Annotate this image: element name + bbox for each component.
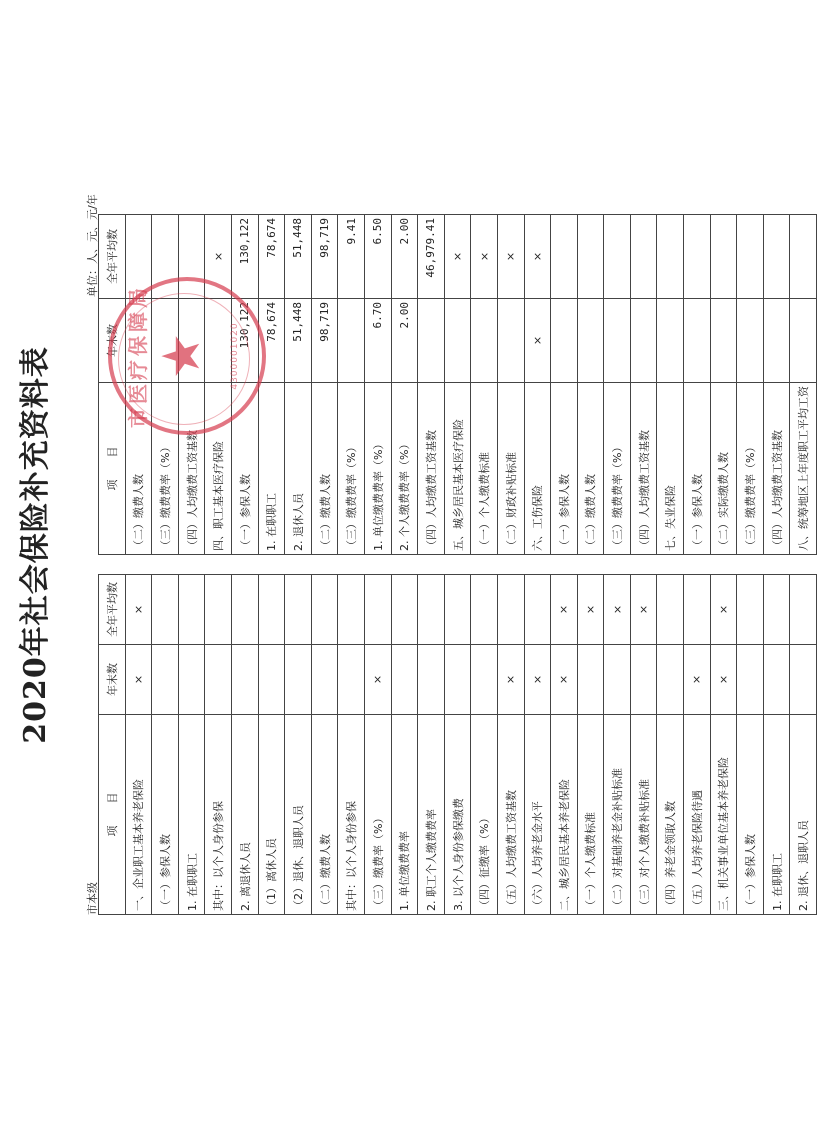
unit-label: 单位：人、元、元/年 — [86, 194, 99, 297]
row-year-end — [790, 645, 817, 715]
row-year-end — [710, 299, 737, 383]
row-item: （二）缴费人数 — [577, 383, 604, 555]
row-item: 2. 退休人员 — [285, 383, 312, 555]
row-year-end — [737, 299, 764, 383]
row-annual-avg: × — [551, 575, 578, 645]
row-year-end — [630, 645, 657, 715]
row-annual-avg — [577, 215, 604, 299]
row-annual-avg: × — [471, 215, 498, 299]
row-annual-avg: 6.50 — [364, 215, 391, 299]
row-year-end: × — [125, 645, 152, 715]
table-row — [391, 575, 418, 915]
row-annual-avg — [790, 575, 817, 645]
row-annual-avg — [737, 215, 764, 299]
row-year-end — [737, 645, 764, 715]
row-year-end — [684, 299, 711, 383]
row-year-end — [444, 645, 471, 715]
row-year-end — [391, 645, 418, 715]
table-row — [763, 215, 790, 555]
table-row — [604, 575, 631, 915]
row-annual-avg: 46,979.41 — [418, 215, 445, 299]
row-annual-avg: 2.00 — [391, 215, 418, 299]
row-year-end: 98,719 — [311, 299, 338, 383]
table-row — [338, 575, 365, 915]
row-year-end: × — [364, 645, 391, 715]
row-annual-avg — [497, 575, 524, 645]
table-row — [471, 215, 498, 555]
table-row — [444, 215, 471, 555]
row-item: （三）缴费费率（%） — [338, 383, 365, 555]
row-item: （四）人均缴费工资基数 — [178, 383, 205, 555]
row-item: 1. 在职职工 — [178, 715, 205, 915]
table-row — [311, 215, 338, 555]
row-year-end — [471, 645, 498, 715]
row-annual-avg: 130,122 — [231, 215, 258, 299]
row-annual-avg — [551, 215, 578, 299]
row-annual-avg — [311, 575, 338, 645]
row-year-end — [258, 645, 285, 715]
row-year-end: 51,448 — [285, 299, 312, 383]
row-item: （二）实际缴费人数 — [710, 383, 737, 555]
row-year-end — [763, 299, 790, 383]
row-year-end: × — [684, 645, 711, 715]
table-row — [125, 575, 152, 915]
table-row — [551, 575, 578, 915]
row-item: 2. 个人缴费费率（%） — [391, 383, 418, 555]
row-item: （一）参保人数 — [684, 383, 711, 555]
table-row — [258, 215, 285, 555]
row-item: （一）个人缴费标准 — [577, 715, 604, 915]
row-item: （四）人均缴费工资基数 — [418, 383, 445, 555]
row-item: 七、失业保险 — [657, 383, 684, 555]
row-item: 2. 离退休人员 — [231, 715, 258, 915]
row-item: （二）缴费人数 — [311, 383, 338, 555]
row-annual-avg — [657, 215, 684, 299]
left-table — [98, 574, 817, 915]
row-year-end: 78,674 — [258, 299, 285, 383]
table-row — [737, 215, 764, 555]
row-item: （三）缴费率（%） — [364, 715, 391, 915]
row-item: （二）缴费人数 — [311, 715, 338, 915]
table-row — [710, 215, 737, 555]
row-item: （2）退休、退职人员 — [285, 715, 312, 915]
row-item: 六、工伤保险 — [524, 383, 551, 555]
row-item: 3. 以个人身份参保缴费 — [444, 715, 471, 915]
table-row — [630, 575, 657, 915]
table-row — [418, 575, 445, 915]
row-year-end — [790, 299, 817, 383]
row-annual-avg: 51,448 — [285, 215, 312, 299]
row-item: （一）参保人数 — [231, 383, 258, 555]
row-year-end: 6.70 — [364, 299, 391, 383]
row-item: （四）征缴率（%） — [471, 715, 498, 915]
row-year-end: × — [497, 645, 524, 715]
row-item: 四、职工基本医疗保险 — [205, 383, 232, 555]
table-row — [205, 575, 232, 915]
table-row — [285, 215, 312, 555]
row-item: 五、城乡居民基本医疗保险 — [444, 383, 471, 555]
table-row — [657, 215, 684, 555]
row-annual-avg — [205, 575, 232, 645]
row-annual-avg: × — [125, 575, 152, 645]
row-annual-avg — [444, 575, 471, 645]
table-row — [364, 575, 391, 915]
row-annual-avg — [231, 575, 258, 645]
row-item: 一、企业职工基本养老保险 — [125, 715, 152, 915]
table-row — [684, 215, 711, 555]
table-row — [178, 575, 205, 915]
row-annual-avg — [471, 575, 498, 645]
row-annual-avg: × — [604, 575, 631, 645]
row-year-end — [630, 299, 657, 383]
row-year-end — [178, 645, 205, 715]
row-annual-avg — [178, 575, 205, 645]
table-row — [152, 575, 179, 915]
row-annual-avg — [737, 575, 764, 645]
row-item: （1）离休人员 — [258, 715, 285, 915]
row-year-end — [497, 299, 524, 383]
row-item: （三）缴费费率（%） — [737, 383, 764, 555]
row-annual-avg — [630, 215, 657, 299]
table-row — [577, 575, 604, 915]
row-year-end — [604, 299, 631, 383]
row-annual-avg — [604, 215, 631, 299]
row-item: （五）人均缴费工资基数 — [497, 715, 524, 915]
row-item: 二、城乡居民基本养老保险 — [551, 715, 578, 915]
row-annual-avg: × — [497, 215, 524, 299]
row-annual-avg: × — [710, 575, 737, 645]
row-year-end — [577, 299, 604, 383]
row-annual-avg — [285, 575, 312, 645]
row-annual-avg — [338, 575, 365, 645]
row-annual-avg — [524, 575, 551, 645]
table-row — [604, 215, 631, 555]
star-icon: ★ — [152, 332, 212, 380]
table-row — [577, 215, 604, 555]
row-year-end — [551, 299, 578, 383]
row-annual-avg — [684, 575, 711, 645]
row-annual-avg — [152, 575, 179, 645]
row-annual-avg: × — [444, 215, 471, 299]
row-year-end: × — [710, 645, 737, 715]
header-item: 项 目 — [99, 715, 126, 915]
row-year-end — [444, 299, 471, 383]
table-row — [364, 215, 391, 555]
row-item: （二）对基础养老金补贴标准 — [604, 715, 631, 915]
row-item: 其中：以个人身份参保 — [338, 715, 365, 915]
table-row — [630, 215, 657, 555]
row-item: 八、统筹地区上年度职工平均工资 — [790, 383, 817, 555]
table-row — [471, 575, 498, 915]
row-year-end — [577, 645, 604, 715]
row-annual-avg — [391, 575, 418, 645]
table-row — [551, 215, 578, 555]
table-row — [524, 575, 551, 915]
table-row — [497, 215, 524, 555]
row-item: 其中：以个人身份参保 — [205, 715, 232, 915]
table-row — [311, 575, 338, 915]
row-item: （一）个人缴费标准 — [471, 383, 498, 555]
row-year-end: × — [524, 645, 551, 715]
row-year-end — [285, 645, 312, 715]
row-item: （一）参保人数 — [152, 715, 179, 915]
official-stamp — [108, 277, 266, 435]
filler-unit: 市本级 — [86, 882, 99, 915]
row-year-end — [311, 645, 338, 715]
row-annual-avg: × — [524, 215, 551, 299]
row-year-end — [763, 645, 790, 715]
table-row — [790, 215, 817, 555]
header-year-end: 年末数 — [99, 645, 126, 715]
row-year-end — [231, 645, 258, 715]
row-annual-avg — [657, 575, 684, 645]
header-annual-avg: 全年平均数 — [99, 215, 126, 299]
row-annual-avg — [418, 575, 445, 645]
table-row — [338, 215, 365, 555]
row-year-end — [152, 645, 179, 715]
row-item: 2. 职工个人缴费费率 — [418, 715, 445, 915]
row-item: （五）人均养老保险待遇 — [684, 715, 711, 915]
left-header-row — [99, 575, 126, 915]
row-item: （三）缴费费率（%） — [152, 383, 179, 555]
table-row — [763, 575, 790, 915]
row-annual-avg — [763, 215, 790, 299]
left-table-body — [125, 575, 816, 915]
table-row — [790, 575, 817, 915]
row-item: （三）缴费费率（%） — [604, 383, 631, 555]
row-annual-avg — [710, 215, 737, 299]
row-year-end: 2.00 — [391, 299, 418, 383]
row-item: 1. 在职职工 — [763, 715, 790, 915]
row-year-end — [205, 645, 232, 715]
table-row — [391, 215, 418, 555]
row-year-end — [471, 299, 498, 383]
row-year-end — [418, 299, 445, 383]
row-year-end — [657, 645, 684, 715]
row-annual-avg: 98,719 — [311, 215, 338, 299]
row-item: 2. 退休、退职人员 — [790, 715, 817, 915]
row-item: （四）人均缴费工资基数 — [630, 383, 657, 555]
stamp-code: 4300001020 — [230, 322, 240, 390]
row-item: （四）人均缴费工资基数 — [763, 383, 790, 555]
table-row — [418, 215, 445, 555]
row-year-end — [338, 299, 365, 383]
row-annual-avg: × — [577, 575, 604, 645]
table-row — [231, 575, 258, 915]
table-row — [524, 215, 551, 555]
row-annual-avg — [364, 575, 391, 645]
table-row — [684, 575, 711, 915]
row-annual-avg — [763, 575, 790, 645]
row-item: 1. 单位缴费费率 — [391, 715, 418, 915]
row-item: 1. 在职职工 — [258, 383, 285, 555]
row-item: （一）参保人数 — [737, 715, 764, 915]
row-item: （二）缴费人数 — [125, 383, 152, 555]
row-item: （三）对个人缴费补贴标准 — [630, 715, 657, 915]
row-year-end — [418, 645, 445, 715]
row-year-end — [604, 645, 631, 715]
row-annual-avg — [790, 215, 817, 299]
row-item: （四）养老金领取人数 — [657, 715, 684, 915]
row-annual-avg: 9.41 — [338, 215, 365, 299]
table-row — [657, 575, 684, 915]
table-row — [285, 575, 312, 915]
table-row — [497, 575, 524, 915]
row-year-end — [657, 299, 684, 383]
table-row — [444, 575, 471, 915]
row-annual-avg: × — [205, 215, 232, 299]
header-item: 项 目 — [99, 383, 126, 555]
row-year-end: × — [551, 645, 578, 715]
row-year-end: 130,122 — [231, 299, 258, 383]
row-annual-avg: × — [630, 575, 657, 645]
row-annual-avg: 78,674 — [258, 215, 285, 299]
table-row — [737, 575, 764, 915]
row-annual-avg — [684, 215, 711, 299]
stamp-text: 市医疗保障局 — [126, 284, 150, 428]
row-item: （六）人均养老金水平 — [524, 715, 551, 915]
page-title: 2020年社会保险补充资料表 — [18, 346, 53, 744]
row-item: （一）参保人数 — [551, 383, 578, 555]
header-annual-avg: 全年平均数 — [99, 575, 126, 645]
table-row — [710, 575, 737, 915]
row-year-end: × — [524, 299, 551, 383]
table-row — [258, 575, 285, 915]
header-year-end: 年末数 — [99, 299, 126, 383]
row-item: 1. 单位缴费费率（%） — [364, 383, 391, 555]
row-year-end — [338, 645, 365, 715]
row-annual-avg — [258, 575, 285, 645]
row-item: （二）财政补贴标准 — [497, 383, 524, 555]
row-item: 三、机关事业单位基本养老保险 — [710, 715, 737, 915]
